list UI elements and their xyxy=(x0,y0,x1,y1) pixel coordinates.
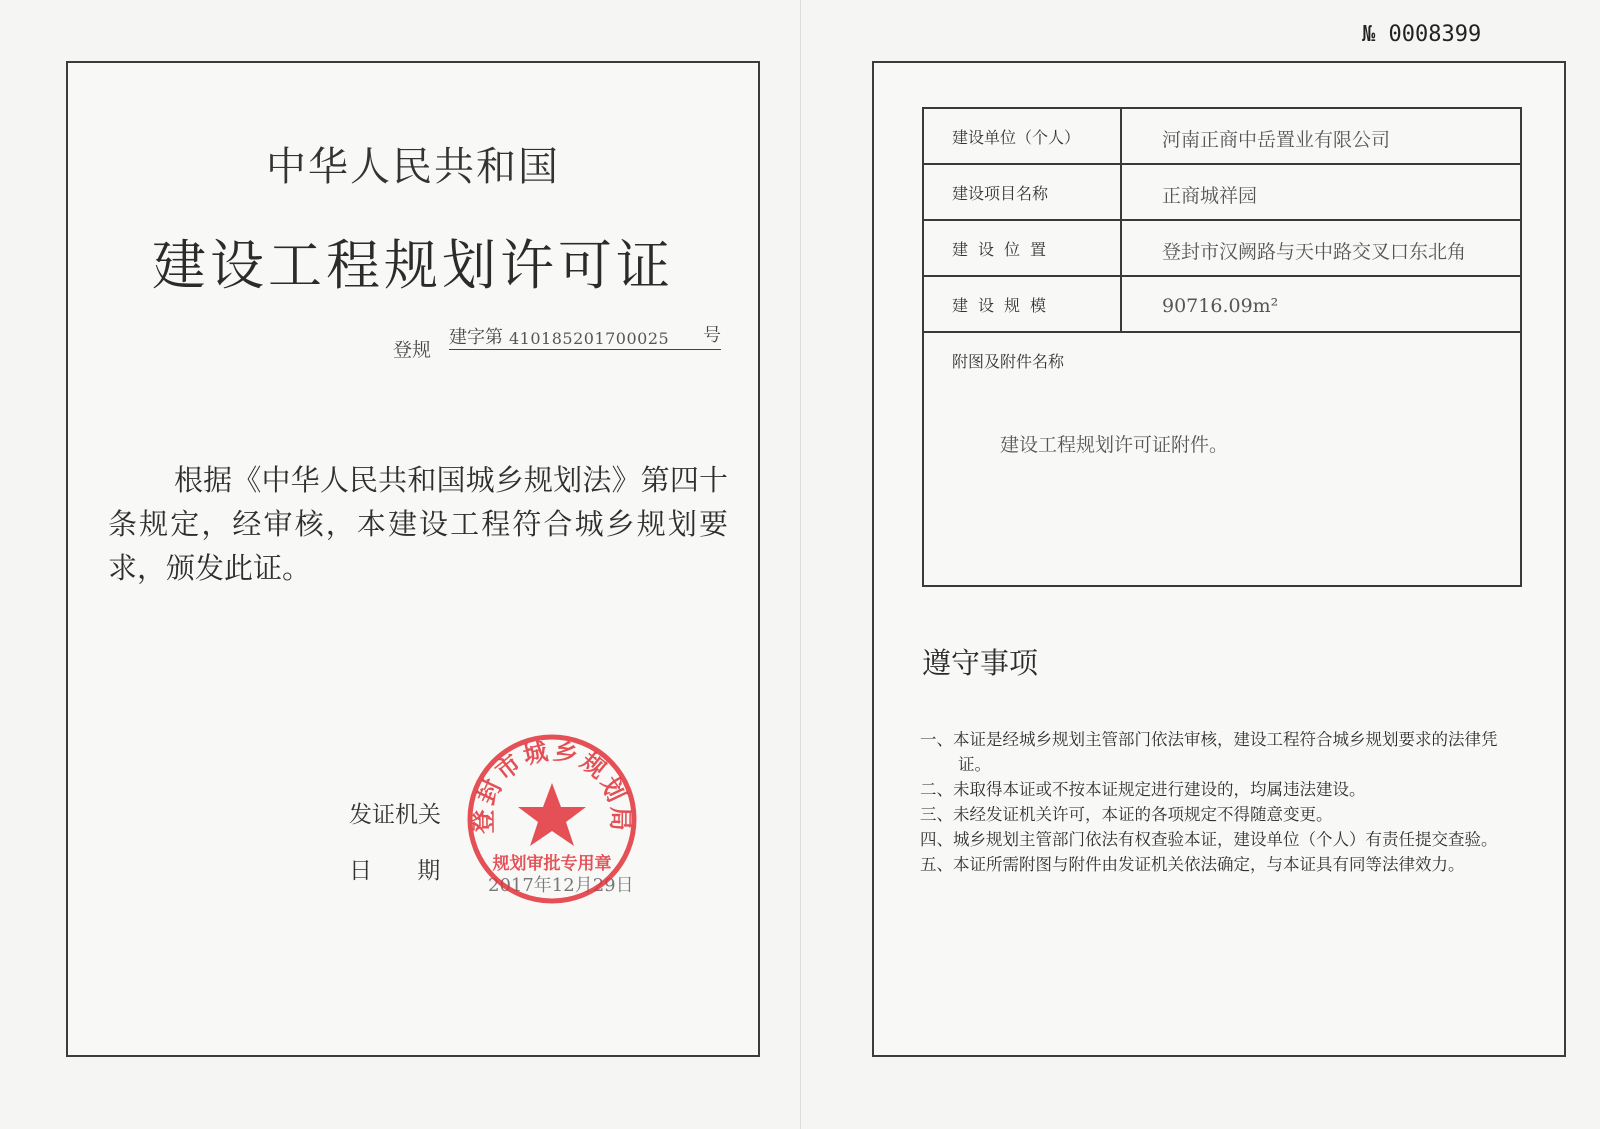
project-label: 建设项目名称 xyxy=(923,164,1121,220)
legal-basis-paragraph: 根据《中华人民共和国城乡规划法》第四十条规定，经审核，本建设工程符合城乡规划要求，颁发此证。 xyxy=(108,463,728,585)
list-item: 二、未取得本证或不按本证规定进行建设的，均属违法建设。 xyxy=(920,780,1366,799)
notes-title: 遵守事项 xyxy=(922,646,1039,680)
list-item: 五、本证所需附图与附件由发证机关依法确定，与本证具有同等法律效力。 xyxy=(920,855,1465,874)
registration-number-line xyxy=(393,321,723,361)
issuer-label: 发证机关 xyxy=(349,802,441,828)
seal-outer-text: 登封市城乡规划局 xyxy=(469,736,635,834)
certificate-title: 建设工程规划许可证 xyxy=(152,234,674,297)
certificate-details-panel xyxy=(872,61,1566,1057)
table-row xyxy=(923,220,1521,276)
list-item: 四、城乡规划主管部门依法有权查验本证，建设单位（个人）有责任提交查验。 xyxy=(920,830,1498,849)
scale-label: 建设规模 xyxy=(923,276,1121,332)
location-label: 建设位置 xyxy=(923,220,1121,276)
registration-underline xyxy=(449,321,721,350)
unit-value: 河南正商中岳置业有限公司 xyxy=(1121,108,1521,164)
scale-value: 90716.09m² xyxy=(1121,276,1521,332)
list-item: 一、本证是经城乡规划主管部门依法审核，建设工程符合城乡规划要求的法律凭证。 xyxy=(920,730,1498,774)
project-info-table xyxy=(922,107,1522,587)
registration-word: 建字第 xyxy=(449,327,503,348)
registration-suffix: 号 xyxy=(703,325,721,346)
unit-label: 建设单位（个人） xyxy=(923,108,1121,164)
location-value: 登封市汉阙路与天中路交叉口东北角 xyxy=(1121,220,1521,276)
page-fold xyxy=(800,0,801,1129)
registration-number: 410185201700025 xyxy=(509,329,670,348)
serial-number: № 0008399 xyxy=(1362,22,1482,47)
notes-list xyxy=(920,727,1518,877)
seal-inner-text: 规划审批专用章 xyxy=(492,854,612,874)
list-item: 三、未经发证机关许可，本证的各项规定不得随意变更。 xyxy=(920,805,1333,824)
table-row xyxy=(923,108,1521,164)
official-seal-icon xyxy=(464,731,640,907)
table-row xyxy=(923,332,1521,586)
registration-prefix: 登规 xyxy=(393,339,432,361)
country-name: 中华人民共和国 xyxy=(266,144,560,190)
attachments-cell xyxy=(923,332,1521,586)
table-row xyxy=(923,276,1521,332)
certificate-cover-panel xyxy=(66,61,760,1057)
attachments-value: 建设工程规划许可证附件。 xyxy=(1000,434,1229,456)
issue-date: 2017年12月29日 xyxy=(488,875,634,896)
date-label: 日 期 xyxy=(349,858,441,884)
attachments-label: 附图及附件名称 xyxy=(952,352,1065,371)
table-row xyxy=(923,164,1521,220)
project-value: 正商城祥园 xyxy=(1121,164,1521,220)
